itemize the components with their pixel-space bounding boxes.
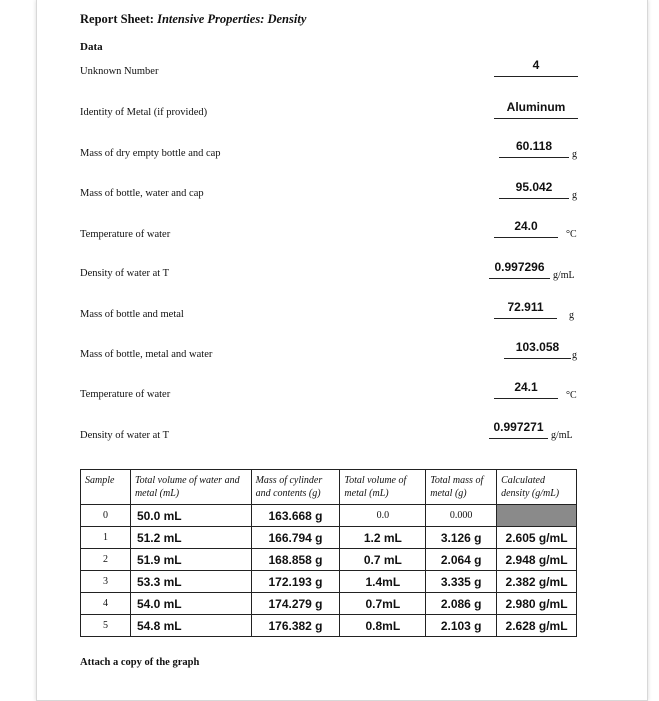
results-table bbox=[80, 469, 577, 637]
table-row bbox=[81, 615, 577, 637]
field-value: 4 bbox=[532, 58, 540, 72]
field-unit: °C bbox=[566, 229, 577, 240]
table-cell: 1.4mL bbox=[340, 571, 426, 593]
field-unit: g/mL bbox=[551, 430, 573, 441]
table-cell: 51.2 mL bbox=[130, 527, 251, 549]
table-cell: 1 bbox=[81, 527, 131, 549]
table-cell: 0.000 bbox=[426, 505, 497, 527]
header-mass-cylinder: Mass of cylinder and contents (g) bbox=[251, 470, 340, 505]
table-cell: 172.193 g bbox=[251, 571, 340, 593]
table-cell: 2.064 g bbox=[426, 549, 497, 571]
field-label: Mass of bottle, metal and water bbox=[80, 349, 213, 360]
field-label: Temperature of water bbox=[80, 389, 171, 400]
field-label: Mass of bottle, water and cap bbox=[80, 188, 204, 199]
field-unit: g bbox=[572, 190, 577, 201]
header-density: Calculated density (g/mL) bbox=[497, 470, 577, 505]
field-value: 0.997271 bbox=[493, 420, 544, 434]
table-cell: 168.858 g bbox=[251, 549, 340, 571]
table-cell: 174.279 g bbox=[251, 593, 340, 615]
field-label: Mass of bottle and metal bbox=[80, 309, 184, 320]
answer-underline bbox=[494, 237, 558, 238]
table-cell: 2.103 g bbox=[426, 615, 497, 637]
field-unit: °C bbox=[566, 390, 577, 401]
header-sample: Sample bbox=[81, 470, 131, 505]
field-label: Density of water at T bbox=[80, 268, 170, 279]
table-cell: 2.605 g/mL bbox=[497, 527, 577, 549]
table-cell: 2.628 g/mL bbox=[497, 615, 577, 637]
table-cell bbox=[497, 505, 577, 527]
table-cell: 0.8mL bbox=[340, 615, 426, 637]
answer-underline bbox=[499, 157, 569, 158]
field-label: Mass of dry empty bottle and cap bbox=[80, 148, 221, 159]
answer-underline bbox=[494, 398, 558, 399]
table-cell: 3.335 g bbox=[426, 571, 497, 593]
table-cell: 2.948 g/mL bbox=[497, 549, 577, 571]
table-cell: 3.126 g bbox=[426, 527, 497, 549]
table-row bbox=[81, 549, 577, 571]
table-cell: 5 bbox=[81, 615, 131, 637]
table-cell: 2.382 g/mL bbox=[497, 571, 577, 593]
table-cell: 0.0 bbox=[340, 505, 426, 527]
table-cell: 0.7mL bbox=[340, 593, 426, 615]
table-header-row bbox=[81, 470, 577, 505]
footer-note: Attach a copy of the graph bbox=[80, 657, 200, 668]
field-unit: g bbox=[572, 350, 577, 361]
table-cell: 2 bbox=[81, 549, 131, 571]
field-value: 60.118 bbox=[515, 139, 553, 153]
table-cell: 2.980 g/mL bbox=[497, 593, 577, 615]
field-unit: g/mL bbox=[553, 270, 575, 281]
table-cell: 0.7 mL bbox=[340, 549, 426, 571]
header-total-volume: Total volume of water and metal (mL) bbox=[130, 470, 251, 505]
table-cell: 4 bbox=[81, 593, 131, 615]
field-label: Unknown Number bbox=[80, 66, 159, 77]
table-cell: 50.0 mL bbox=[130, 505, 251, 527]
answer-underline bbox=[489, 278, 550, 279]
field-value: Aluminum bbox=[506, 100, 566, 114]
field-value: 24.1 bbox=[514, 380, 538, 394]
table-row bbox=[81, 571, 577, 593]
table-cell: 54.0 mL bbox=[130, 593, 251, 615]
field-unit: g bbox=[572, 149, 577, 160]
table-cell: 176.382 g bbox=[251, 615, 340, 637]
answer-underline bbox=[494, 318, 557, 319]
table-cell: 54.8 mL bbox=[130, 615, 251, 637]
answer-underline bbox=[504, 358, 571, 359]
header-volume-metal: Total volume of metal (mL) bbox=[340, 470, 426, 505]
table-row bbox=[81, 593, 577, 615]
answer-underline bbox=[499, 198, 569, 199]
report-title: Report Sheet: Intensive Properties: Density bbox=[80, 12, 307, 26]
table-cell: 163.668 g bbox=[251, 505, 340, 527]
table-cell: 3 bbox=[81, 571, 131, 593]
answer-underline bbox=[489, 438, 548, 439]
table-cell: 53.3 mL bbox=[130, 571, 251, 593]
header-mass-metal: Total mass of metal (g) bbox=[426, 470, 497, 505]
field-value: 103.058 bbox=[515, 340, 560, 354]
field-value: 72.911 bbox=[507, 300, 544, 314]
field-value: 95.042 bbox=[515, 180, 553, 194]
field-unit: g bbox=[569, 310, 574, 321]
table-cell: 51.9 mL bbox=[130, 549, 251, 571]
field-label: Identity of Metal (if provided) bbox=[80, 107, 208, 118]
table-row bbox=[81, 527, 577, 549]
table-cell: 2.086 g bbox=[426, 593, 497, 615]
field-value: 24.0 bbox=[514, 219, 538, 233]
table-row bbox=[81, 505, 577, 527]
field-label: Density of water at T bbox=[80, 430, 170, 441]
table-cell: 0 bbox=[81, 505, 131, 527]
answer-underline bbox=[494, 118, 578, 119]
field-value: 0.997296 bbox=[494, 260, 545, 274]
field-label: Temperature of water bbox=[80, 229, 171, 240]
answer-underline bbox=[494, 76, 578, 77]
section-heading-data: Data bbox=[80, 41, 103, 53]
table-cell: 166.794 g bbox=[251, 527, 340, 549]
table-cell: 1.2 mL bbox=[340, 527, 426, 549]
